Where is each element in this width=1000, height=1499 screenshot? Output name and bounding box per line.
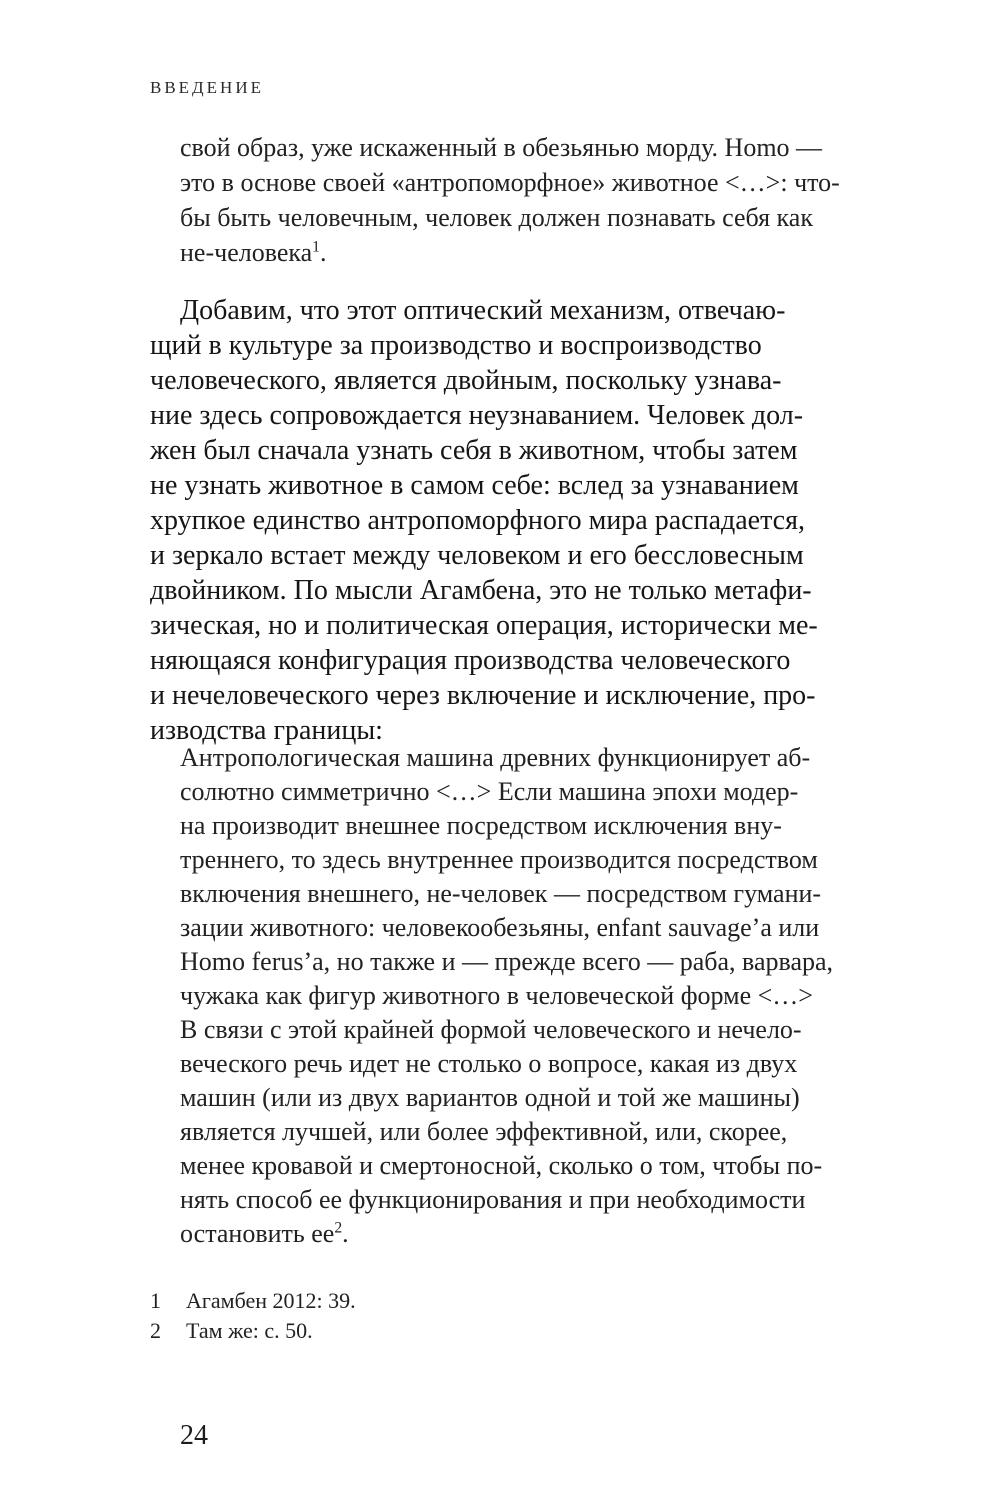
quote-line: является лучшей, или более эффективной, или, скорее,: [180, 1117, 788, 1146]
quote-line: [180, 1221, 349, 1247]
paragraph-line: щий в культуре за производство и воспроизводство: [150, 330, 762, 361]
quote-line: менее кровавой и смертоносной, сколько о том, чтобы по-: [180, 1151, 823, 1180]
footnote-2: [150, 1318, 313, 1344]
footnote-1: [150, 1288, 356, 1314]
paragraph-line: и нечеловеческого через включение и исключение, про-: [150, 680, 816, 711]
quote-line: веческого речь идет не столько о вопросе, какая из двух: [180, 1049, 798, 1078]
quote-line: В связи с этой крайней формой человеческого и нечело-: [180, 1015, 802, 1044]
quote-line: зации животного: человекообезьяны, enfant sauvage’а или: [180, 913, 820, 942]
paragraph-line: и зеркало встает между человеком и его бессловесным: [150, 540, 804, 571]
quote-text: не-человека: [180, 238, 313, 267]
quote-end-punct: .: [342, 1219, 349, 1248]
footnote-ref[interactable]: 2: [334, 1219, 343, 1237]
quote-end-punct: .: [319, 238, 327, 267]
quote-line: солютно симметрично <…> Если машина эпохи модер-: [180, 777, 799, 806]
paragraph-line: хрупкое единство антропоморфного мира распадается,: [150, 505, 805, 536]
quote-line: свой образ, уже искаженный в обезьянью морду. Homo —: [180, 133, 823, 162]
paragraph-line: ние здесь сопровождается неузнаванием. Человек дол-: [150, 400, 804, 431]
quote-line: машин (или из двух вариантов одной и той же машины): [180, 1083, 800, 1112]
paragraph-line: жен был сначала узнать себя в животном, чтобы затем: [150, 435, 798, 466]
footnote-ref[interactable]: 1: [312, 238, 320, 256]
quote-line: включения внешнего, не-человек — посредством гумани-: [180, 879, 822, 908]
quote-line: чужака как фигур животного в человеческой форме <…>: [180, 981, 813, 1010]
footnote-number: 2: [150, 1318, 161, 1343]
paragraph-line: человеческого, является двойным, поскольку узнава-: [150, 365, 782, 396]
footnote-text: Там же: с. 50.: [186, 1318, 313, 1343]
quote-line: треннего, то здесь внутреннее производится посредством: [180, 845, 818, 874]
paragraph-line: изводства границы:: [150, 715, 383, 746]
paragraph-line: зическая, но и политическая операция, исторически ме-: [150, 610, 818, 641]
quote-text: остановить ее: [180, 1219, 335, 1248]
paragraph-line: двойником. По мысли Агамбена, это не только метафи-: [150, 575, 812, 606]
running-head: ВВЕДЕНИЕ: [150, 78, 264, 97]
paragraph-line: Добавим, что этот оптический механизм, отвечаю-: [180, 295, 786, 326]
quote-line: это в основе своей «антропоморфное» животное <…>: что-: [180, 168, 840, 197]
quote-line: Homo ferus’а, но также и — прежде всего — раба, варвара,: [180, 947, 834, 976]
quote-line: Антропологическая машина древних функционирует аб-: [180, 743, 811, 772]
paragraph-line: не узнать животное в самом себе: вслед за узнаванием: [150, 470, 799, 501]
quote-line: на производит внешнее посредством исключения вну-: [180, 811, 782, 840]
quote-line: [180, 240, 326, 266]
footnote-text: Агамбен 2012: 39.: [186, 1288, 356, 1313]
paragraph-line: няющаяся конфигурация производства человеческого: [150, 645, 791, 676]
page-number: 24: [180, 1420, 208, 1451]
quote-line: нять способ ее функционирования и при необходимости: [180, 1185, 806, 1214]
footnote-number: 1: [150, 1288, 161, 1313]
quote-line: бы быть человечным, человек должен познавать себя как: [180, 203, 813, 232]
